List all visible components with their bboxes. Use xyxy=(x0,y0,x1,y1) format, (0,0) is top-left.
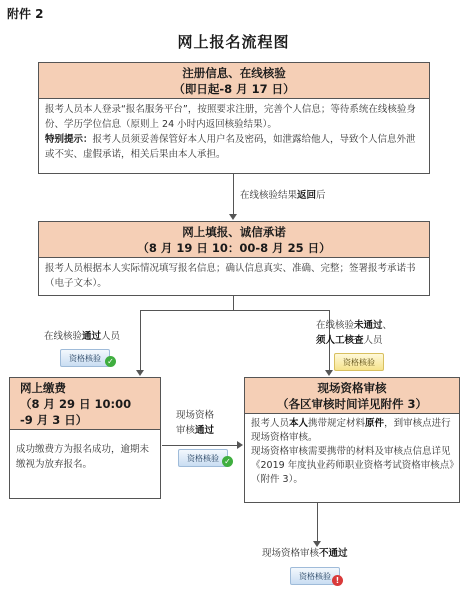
tip-label: 特别提示： xyxy=(45,134,93,145)
arrow-1 xyxy=(229,214,237,220)
arrow-right xyxy=(325,370,333,376)
branch-fail-label-1: 在线核验未通过、 xyxy=(316,320,393,331)
step-register-header xyxy=(39,63,429,99)
step-onsite-text-2: 现场资格审核需要携带的材料及审核点信息详见《2019 年度执业药师职业资格考试资格审核点》（附件 3）。 xyxy=(251,446,454,485)
step-payment xyxy=(9,377,161,499)
step-onsite-text-1: 报考人员本人携带规定材料原件，到审核点进行现场资格审核。 xyxy=(251,418,451,443)
onsite-pass-label-1: 现场资格 xyxy=(176,410,215,421)
tip-text: 报考人员须妥善保管好本人用户名及密码，如泄露给他人，导致个人信息外泄或不实、虚假承诺，相关后果由本人承担。 xyxy=(45,134,416,160)
step-onsite-title: 现场资格审核 xyxy=(317,381,387,395)
onsite-fail-badge: 资格核验 xyxy=(290,567,340,585)
step-register-tip xyxy=(45,132,424,162)
step-fill-date: （8 月 19 日 10：00-8 月 25 日） xyxy=(137,241,331,255)
check-icon: ✓ xyxy=(105,356,116,367)
step-register-title: 注册信息、在线核验 xyxy=(182,66,286,80)
step-onsite-body xyxy=(245,414,459,489)
connector-1 xyxy=(233,174,234,215)
step-payment-text: 成功缴费方为报名成功，逾期未缴视为放弃报名。 xyxy=(16,444,150,470)
warning-icon: ! xyxy=(332,575,343,586)
connector-onsite-pass xyxy=(162,445,238,446)
step-register-body xyxy=(39,99,429,164)
onsite-pass-badge: 资格核验 xyxy=(178,449,228,467)
onsite-fail-label: 现场资格审核不通过 xyxy=(262,548,348,559)
attachment-label: 附件 2 xyxy=(7,7,44,21)
step-fill-text: 报考人员根据本人实际情况填写报名信息；确认信息真实、准确、完整；签署报考承诺书（电子文本）。 xyxy=(45,263,416,289)
check-icon: ✓ xyxy=(222,456,233,467)
step-payment-title: 网上缴费 xyxy=(20,381,66,395)
step-fill-commit xyxy=(38,221,430,296)
verify-pass-badge: 资格核验 xyxy=(60,349,110,367)
step-payment-date-1: （8 月 29 日 10:00 xyxy=(20,397,132,411)
connector-onsite-fail xyxy=(317,503,318,543)
arrow-onsite-pass xyxy=(237,441,243,449)
step-fill-header xyxy=(39,222,429,258)
step-payment-date-2: -9 月 3 日） xyxy=(20,413,88,427)
verify-manual-badge: 资格核验 xyxy=(334,353,384,371)
step-fill-title: 网上填报、诚信承诺 xyxy=(182,225,286,239)
step-onsite-schedule: （各区审核时间详见附件 3） xyxy=(276,397,427,411)
arrow-left xyxy=(136,370,144,376)
step-register-text: 报考人员本人登录“报名服务平台”，按照要求注册，完善个人信息；等待系统在线核验身份、学历学位信息（原则上 24 小时内返回核验结果）。 xyxy=(45,104,416,130)
arrow-1-label: 在线核验结果返回后 xyxy=(240,190,326,201)
page-title: 网上报名流程图 xyxy=(177,33,290,51)
step-register-verify xyxy=(38,62,430,174)
connector-branch xyxy=(140,310,330,311)
onsite-pass-label-2: 审核通过 xyxy=(176,425,215,436)
step-payment-header xyxy=(10,378,160,430)
step-fill-body xyxy=(39,258,429,293)
step-onsite-header xyxy=(245,378,459,414)
connector-left xyxy=(140,310,141,371)
step-payment-body xyxy=(10,430,160,474)
step-onsite-review xyxy=(244,377,460,503)
connector-2 xyxy=(233,296,234,310)
branch-pass-label: 在线核验通过人员 xyxy=(44,331,121,342)
step-register-date: （即日起-8 月 17 日） xyxy=(173,82,295,96)
branch-fail-label-2: 须人工核查人员 xyxy=(316,335,383,346)
